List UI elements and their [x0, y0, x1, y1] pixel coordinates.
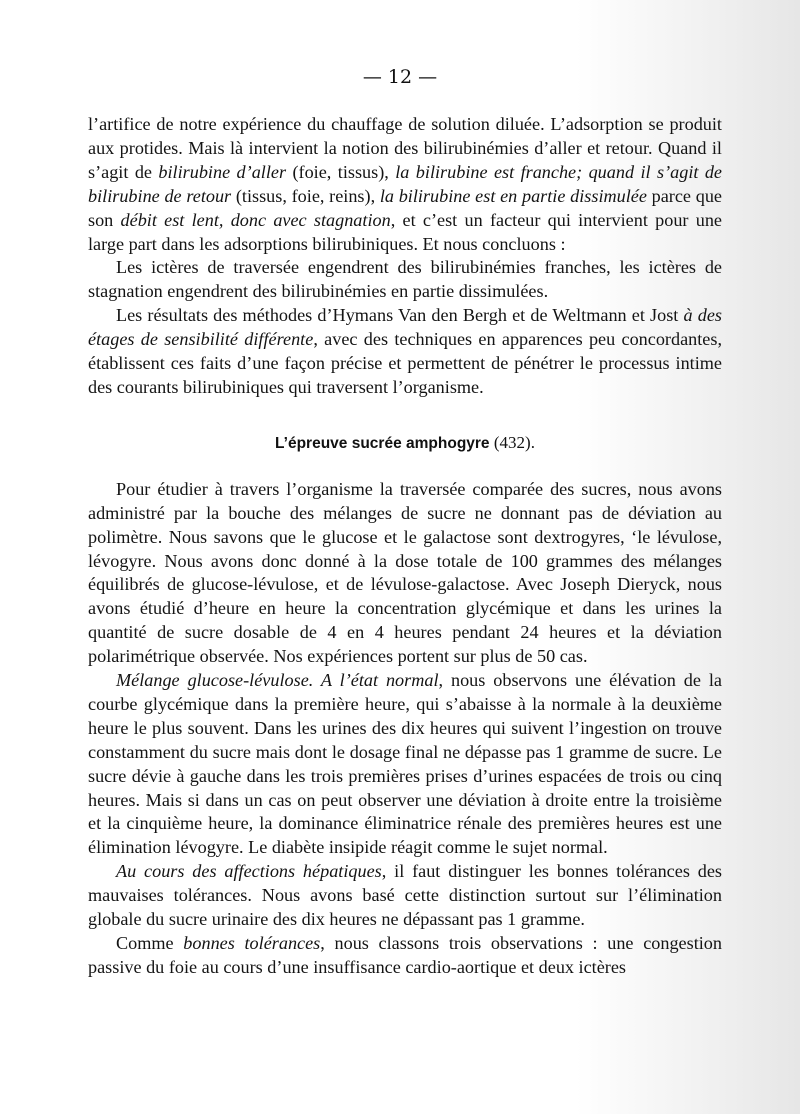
text-run: (tissus, foie, reins), — [231, 185, 380, 206]
paragraph — [88, 304, 722, 400]
body-text — [88, 113, 722, 980]
text-run: , nous classons trois observations : une congestion passive du foie au cours d’une insuffisance cardio-aortique et deux ictères — [88, 933, 722, 977]
italic-run: bonnes tolérances — [183, 933, 321, 953]
page-number: — 12 — — [362, 66, 438, 88]
italic-run: Au cours des affections hépatiques — [116, 861, 382, 882]
paragraph: Pour étudier à travers l’organisme la traversée comparée des sucres, nous avons administré par la bouche des mélanges de sucre ne donnant pas de déviation au polimètre. Nous savons que le glucose et le galactose sont dextrogyres, ‘le lévulose, lévogyre. Nous avons donc donné à la dose totale de 100 grammes des mélanges équilibrés de glucose-lévulose, et de lévulose-galactose. Avec Joseph Dieryck, nous avons étudié d’heure en heure la concentration glycémique et dans les urines la quantité de sucre dosable de 4 en 4 heures pendant 24 heures et la déviation polarimétrique observée. Nos expériences portent sur plus de 50 cas. — [88, 478, 722, 667]
text-run: , il faut distinguer les bonnes tolérances des mauvaises tolérances. Nous avons basé cette distinction surtout sur l’élimination globale du sucre urinaire des dix heures ne dépassant pas 1 gramme. — [88, 861, 722, 930]
section-reference: (432). — [493, 432, 535, 452]
text-run: Les résultats des méthodes d’Hymans Van den Bergh et de Weltmann et Jost — [116, 305, 684, 326]
italic-run: Mélange glucose-lévulose. A l’état normal — [116, 670, 439, 691]
text-run: Comme — [116, 933, 184, 953]
text-run: l’artifice de notre expérience du chauffage de solution diluée. L’adsorption se produit aux protides. Mais là intervient la notion des bilirubinémies d’aller et retour. Quand il s’agit de — [88, 114, 722, 182]
text-run: , nous observons une élévation de la courbe glycémique dans la première heure, qui s’abaisse à la normale à la deuxième heure le plus souvent. Dans les urines des dix heures qui suivent l’ingestion on trouve constamment du sucre mais dont le dosage final ne dépasse pas 1 gramme de sucre. Le sucre dévie à gauche dans les trois premières prises d’urines espacées de trois ou cinq heures. Mais si dans un cas on peut observer une déviation à droite entre la troisième et la cinquième heure, la dominance éliminatrice rénale des premières heures est une élimination lévogyre. Le diabète insipide réagit comme le sujet normal. — [88, 670, 723, 858]
text-run: (foie, tissus), — [286, 161, 396, 182]
text-run: , avec des techniques en apparences peu concordantes, établissent ces faits d’une façon précise et permettent de pénétrer le processus intime des courants bilirubiniques qui traversent l’organisme. — [88, 329, 722, 397]
paragraph — [88, 932, 722, 980]
section-heading — [88, 431, 722, 456]
italic-run: la bilirubine est en partie dissimulée — [379, 185, 647, 206]
paragraph: Les ictères de traversée engendrent des bilirubinémies franches, les ictères de stagnation engendrent des bilirubinémies en partie dissimulées. — [88, 257, 722, 302]
text-run: , et c’est un facteur qui intervient pour une large part dans les adsorptions bilirubiniques. Et nous concluons : — [88, 209, 722, 254]
italic-run: débit est lent, donc avec stagnation — [120, 209, 391, 230]
italic-run: la bilirubine est franche; quand il s’agit de bilirubine de retour — [88, 161, 722, 206]
paragraph — [88, 669, 722, 860]
italic-run: à des étages de sensibilité différente — [88, 305, 722, 350]
paragraph — [88, 113, 722, 256]
section-title: L’épreuve sucrée amphogyre — [275, 434, 490, 452]
paragraph — [88, 860, 722, 932]
text-run: parce que son — [88, 185, 722, 230]
italic-run: bilirubine d’aller — [158, 161, 287, 182]
